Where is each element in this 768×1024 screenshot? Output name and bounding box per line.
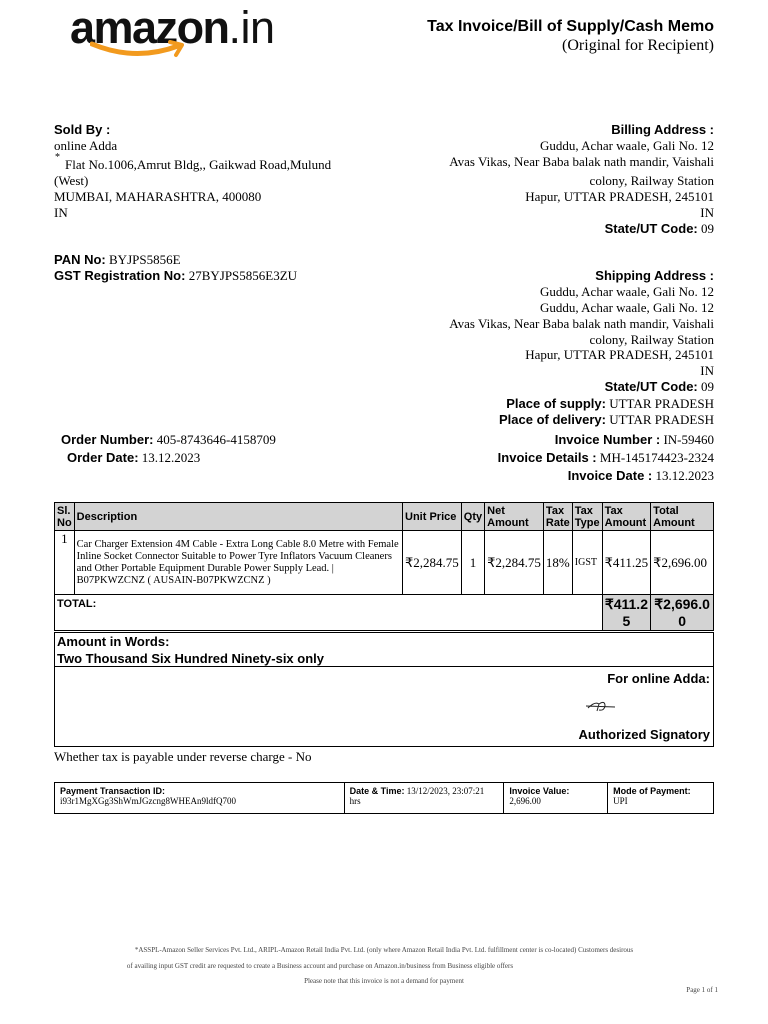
amount-in-words-value: Two Thousand Six Hundred Ninety-six only [57,651,325,666]
billing-state-value: 09 [701,221,714,236]
place-of-supply-value: UTTAR PRADESH [609,396,714,411]
invoice-date [568,468,714,484]
col-header-tax-type: Tax Type [572,503,602,531]
invoice-number-value: IN-59460 [663,432,714,447]
items-table [54,502,714,631]
signatory-box [54,666,714,747]
place-of-supply [506,396,714,412]
shipping-state-value: 09 [701,379,714,394]
payment-mode-label: Mode of Payment: [613,786,691,796]
billing-country: IN [700,205,714,220]
invoice-date-label: Invoice Date : [567,468,653,483]
invoice-number [555,432,714,448]
table-row [55,531,714,595]
pan-value: BYJPS5856E [109,252,181,267]
payment-datetime-label: Date & Time: [349,786,405,796]
billing-state-label: State/UT Code: [604,221,698,236]
order-number-label: Order Number: [61,432,154,447]
invoice-subtitle: (Original for Recipient) [562,37,714,54]
col-header-tax-rate: Tax Rate [543,503,572,531]
payment-mode-value: UPI [613,796,628,806]
row-tax-amount: ₹411.25 [602,531,651,595]
invoice-details-label: Invoice Details : [497,450,597,465]
billing-address-line4: Hapur, UTTAR PRADESH, 245101 [525,189,714,204]
total-label: TOTAL: [55,595,603,631]
order-date [67,450,200,466]
row-sl: 1 [55,531,75,595]
invoice-details-value: MH-145174423-2324 [599,450,714,465]
row-tax-rate: 18% [543,531,572,595]
shipping-state-code [605,379,714,395]
invoice-value: 2,696.00 [509,796,541,806]
page-number: Page 1 of 1 [686,986,718,994]
shipping-address-label: Shipping Address : [595,268,714,283]
payment-datetime-cell [344,783,504,814]
amazon-smile-icon [90,40,190,60]
payment-row [55,783,714,814]
payment-datetime-value: 13/12/2023, 23:07:21 [406,786,485,796]
gst-number [54,268,297,284]
billing-address-line2: Avas Vikas, Near Baba balak nath mandir, Vaishali [449,154,714,169]
gst-label: GST Registration No: [54,268,186,283]
payment-datetime-suffix: hrs [349,796,361,806]
shipping-address-line5: Hapur, UTTAR PRADESH, 245101 [525,347,714,362]
row-net-amount: ₹2,284.75 [485,531,544,595]
order-date-label: Order Date: [67,450,139,465]
place-of-delivery-label: Place of delivery: [499,412,606,427]
col-header-description: Description [74,503,402,531]
reverse-charge-note: Whether tax is payable under reverse charge - No [54,749,312,764]
footer-note-line2: of availing input GST credit are requested to create a Business account and purchase on Amazon.in/business from Business eligible offers [126,962,514,970]
shipping-address-line2: Guddu, Achar waale, Gali No. 12 [539,300,714,315]
signature-image [585,698,617,714]
col-header-unit-price: Unit Price [403,503,462,531]
row-tax-type: IGST [572,531,602,595]
logo-brand: amazon [70,2,229,53]
row-total-amount: ₹2,696.00 [651,531,714,595]
table-header-row [55,503,714,531]
total-tax-amount: ₹411.25 [602,595,651,631]
shipping-address-line4: colony, Railway Station [589,332,714,347]
payment-value-cell [504,783,608,814]
billing-address-label: Billing Address : [611,122,714,137]
pan-label: PAN No: [54,252,106,267]
shipping-country: IN [700,363,714,378]
table-total-row [55,595,714,631]
invoice-details [498,450,714,466]
row-qty: 1 [461,531,484,595]
invoice-title: Tax Invoice/Bill of Supply/Cash Memo [427,18,714,35]
footer-note-line3: Please note that this invoice is not a demand for payment [304,977,464,985]
place-of-delivery-value: UTTAR PRADESH [609,412,714,427]
shipping-address-line1: Guddu, Achar waale, Gali No. 12 [539,284,714,299]
col-header-qty: Qty [461,503,484,531]
payment-table [54,782,714,814]
gst-value: 27BYJPS5856E3ZU [188,268,298,283]
for-seller-label: For online Adda: [607,671,710,686]
shipping-state-label: State/UT Code: [604,379,698,394]
total-amount: ₹2,696.00 [651,595,714,631]
col-header-sl: Sl. No [55,503,75,531]
seller-address-line1: Flat No.1006,Amrut Bldg,, Gaikwad Road,Mulund [65,157,332,172]
col-header-total-amount: Total Amount [651,503,714,531]
billing-address-line1: Guddu, Achar waale, Gali No. 12 [539,138,714,153]
row-description: Car Charger Extension 4M Cable - Extra Long Cable 8.0 Metre with Female Inline Socket Connector Suitable to Power Tyre Inflators Vacuum Cleaners and Other Portable Equipment Durable Power Supply Lead. | B07PKWZCNZ ( AUSAIN-B07PKWZCNZ ) [74,531,402,595]
invoice-number-label: Invoice Number : [554,432,661,447]
seller-footnote-star: * [55,152,60,163]
order-number [61,432,276,448]
billing-state-code [605,221,714,237]
payment-transaction-cell [55,783,345,814]
shipping-address-line3: Avas Vikas, Near Baba balak nath mandir, Vaishali [449,316,714,331]
amount-in-words-label: Amount in Words: [57,634,170,649]
row-unit-price: ₹2,284.75 [403,531,462,595]
amount-in-words-box [54,632,714,667]
payment-transaction-value: i93r1MgXGg3ShWmJGzcng8WHEAn9ldfQ700 [60,796,236,806]
sold-by-label: Sold By : [54,122,111,137]
order-date-value: 13.12.2023 [141,450,201,465]
col-header-net-amount: Net Amount [485,503,544,531]
seller-country: IN [54,205,68,220]
seller-name: online Adda [54,138,118,153]
seller-address-line2: (West) [54,173,89,188]
pan-number [54,252,181,268]
place-of-supply-label: Place of supply: [506,396,606,411]
authorized-signatory-label: Authorized Signatory [578,727,710,742]
payment-transaction-label: Payment Transaction ID: [60,786,166,796]
invoice-date-value: 13.12.2023 [655,468,714,483]
logo-suffix: .in [228,2,275,53]
footer-note-line1: *ASSPL-Amazon Seller Services Pvt. Ltd., ARIPL-Amazon Retail India Pvt. Ltd. (only where Amazon Retail India Pvt. Ltd. fulfillment center is co-located) Customers desirous [134,946,634,954]
invoice-value-label: Invoice Value: [509,786,570,796]
order-number-value: 405-8743646-4158709 [156,432,276,447]
payment-mode-cell [608,783,714,814]
seller-address-line3: MUMBAI, MAHARASHTRA, 400080 [54,189,262,204]
billing-address-line3: colony, Railway Station [589,173,714,188]
place-of-delivery [499,412,714,428]
col-header-tax-amount: Tax Amount [602,503,651,531]
